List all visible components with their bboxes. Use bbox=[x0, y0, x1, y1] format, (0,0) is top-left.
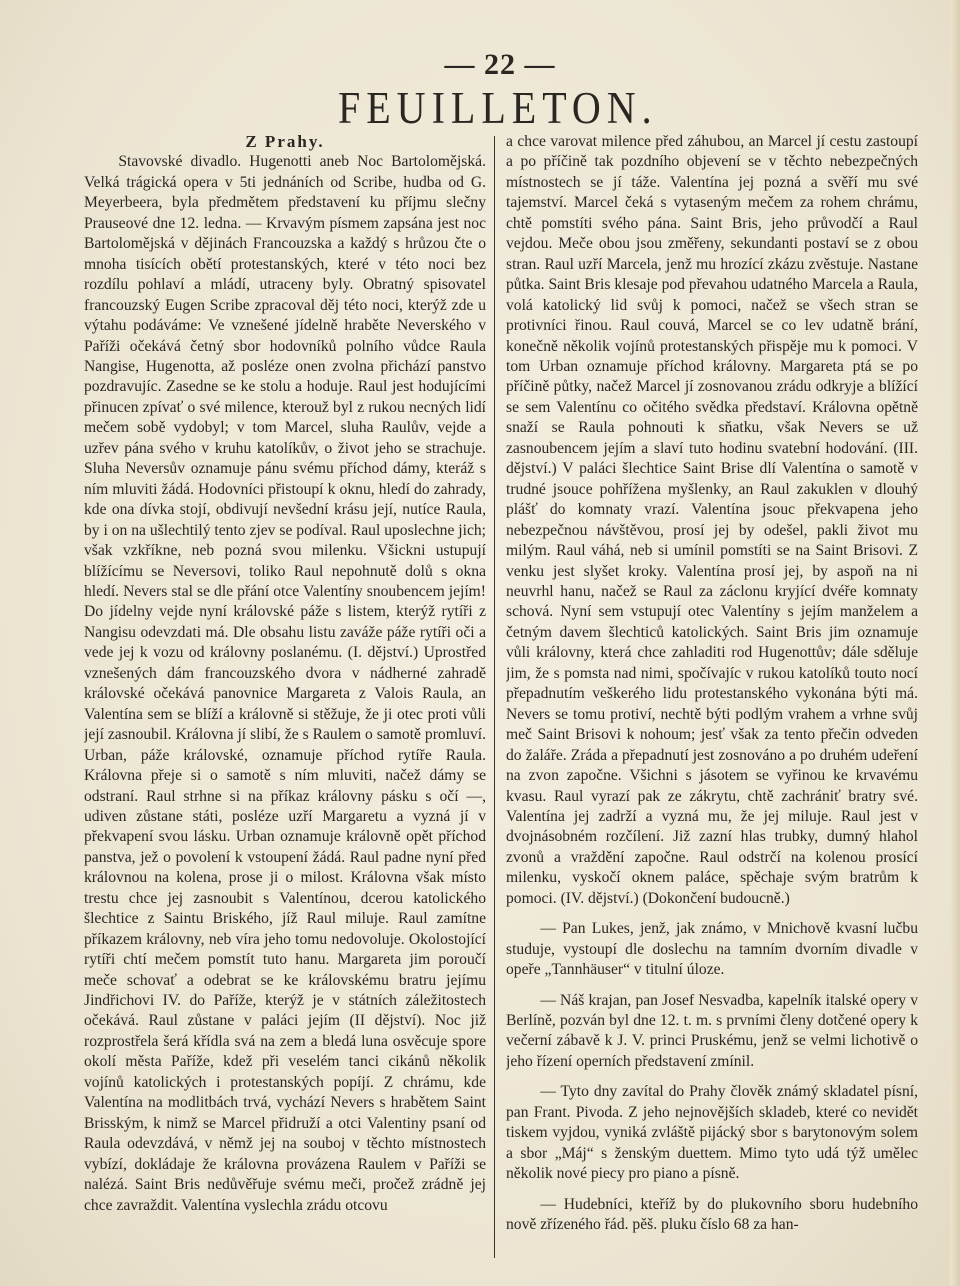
column-divider bbox=[494, 136, 495, 1258]
section-title: FEUILLETON. bbox=[338, 81, 658, 134]
news-item: — Tyto dny zavítal do Prahy člověk známý skladatel písní, pan Frant. Pivoda. Z jeho nejnovějších skladeb, které co nevidět tiskem vyjdou, vyniká zvláště pijácký sbor s barytonovým solem a sbor „Máj“ s ženským duettem. Mimo tyto udá týž umělec několik nové piecy pro piano a písně. bbox=[506, 1083, 918, 1183]
news-item: — Náš krajan, pan Josef Nesvadba, kapelník italské opery v Berlíně, pozván byl dne 12. t. m. s prvními členy dotčené opery k večerní zábavě k J. V. princi Pruskému, jenž se velmi lichotivě o jeho řízení operních představení zmínil. bbox=[506, 991, 918, 1070]
article-continuation: a chce varovat milence před záhubou, an Marcel jí cestu zastoupí a po příčině tak pozdního objevení se v těchto nebezpečných místnostech se jí táže. Valentína jej pozná a svěří mu své tajemství. Marcel čeká s vytaseným mečem za rohem chrámu, chtě pomstíti svého pána. Saint Bris, jeho průvodčí a Raul vejdou. Meče obou jsou změřeny, sekundanti postaví se z obou stran. Raul uzří Marcela, jenž mu hrozící zkázu zvěstuje. Nastane půtka. Saint Bris klesaje pod převahou udatného Marcela a Raula, volá katolický lid svůj k pomoci, načež se všech stran se protivníci řinou. Raul couvá, Marcel se co lev udatně brání, konečně několik vojínů protestanských přispěje mu k pomoci. V tom Urban oznamuje příchod královny. Margareta ptá se po příčině půtky, načež Marcel jí zosnovanou zrádu odkryje a blížící se sem Valentínu co očitého svědka představí. Královna opětně snaží se Raula pohnouti k sňatku, však Nevers se už zasnoubencem jejím a slaví tuto hodinu svatební hodování. (III. dějství.) V paláci šlechtice Saint Brise dlí Valentína o samotě v trudné jsouce pohřížena myšlenky, an Raul zakuklen v dlouhý plášť do komnaty vrazí. Valentína jsouc překvapena jeho nebezpečnou návštěvou, prosí jej by odešel, pakli život mu milým. Raul váhá, neb si umínil pomstíti se na Saint Brisovi. Z venku jest slyšet kroky. Valentína prosí jej, by aspoň na ni neuvrhl hanu, načež se Raul za záclonu kryjící dvéře komnaty schová. Nyní sem vstupují otec Valentíny s jejím manželem a četným davem šlechticů katolických. Saint Bris jim oznamuje vůli královny, která chce zahladiti rod Hugenottův; dále sděluje jim, že s pomsta nad nimi, spočívajíc v rukou katolíků touto nocí přepadnutím veškerého lidu protestanského vykonána býti má. Nevers se tomu protiví, nechtě býti podlým vrahem a vrhne svůj meč Saint Brisovi k nohoum; jesť však za tento přečin odveden do žaláře. Zráda a přepadnutí jest zosnováno a po druhém udeření na zvon započne. Všichni s jásotem se vyřinou ke krvavému kvasu. Raul vyrazí pak ze zákrytu, chtě zachrániť bratry své. Valentína jej zadrží a vyzná mu, že jej miluje. Raul jest v dvojnásobném rozčílení. Již zazní hlas trubky, dumný hlahol zvonů a vraždění započne. Raul odstrčí na kolenou prosící milenku, vyskočí oknem paláce, spěchaje svým bratrům k pomoci. (IV. dějství.) (Dokončení budoucně.) bbox=[506, 133, 918, 907]
left-column bbox=[84, 132, 486, 1268]
page-number: — 22 — bbox=[444, 48, 556, 81]
news-item: — Pan Lukes, jenž, jak známo, v Mnichově kvasní lučbu studuje, vystoupí dle doslechu na tamním dvorním divadle v opeře „Tannhäuser“ v titulní úloze. bbox=[506, 920, 918, 979]
page-edge bbox=[950, 0, 960, 1286]
article-body: Stavovské divadlo. Hugenotti aneb Noc Bartolomějská. Velká trágická opera v 5ti jednáních od Scribe, hudba od G. Meyerbeera, byla předmětem představení ku příjmu slečny Prauseové dne 12. ledna. — Krvavým písmem zapsána jest noc Bartolomějská v dějinách Francouzska a každý s hrůzou čte o mnoha tisících obětí protestanských, které v této noci bez rozdílu pohlaví a mládí, utraceny byly. Obratný spisovatel francouzský Eugen Scribe zpracoval děj této noci, kterýž zde u výtahu podáváme: Ve vznešené jídelně hraběte Neverského v Paříži očekává četný sbor hodovníků polního vůdce Raula Nangise, Hugenotta, až posléze onen zvolna přichází panstvo pozdravujíc. Zasedne se ke stolu a hoduje. Raul jest hodujícími přinucen zpívať o své milence, kterouž byl z rukou necných lidí mečem sobě vydobyl; v tom Marcel, sluha Raulův, vejde a uzřev pána svého v kruhu katolíkův, o život jeho se strachuje. Sluha Neversův oznamuje pánu svému příchod dámy, kteráž s ním mluviti žádá. Hodovníci přistoupí k oknu, hledí do zahrady, kde ona dívka stojí, obdivují nevšední krásu její, nutíce Raula, by i on na ušlechtilý tento zjev se podíval. Raul uposlechne jich; však vzkříkne, neb pozná svou milenku. Všickni ustupují blížícímu se Neversovi, toliko Raul nepohnutě dolů s okna hledí. Nevers stal se dle přání otce Valentíny snoubencem jejím! Do jídelny vejde nyní královské páže s listem, kterýž rytíři z Nangisu odevzdati má. Dle obsahu listu zaváže páže rytíři oči a vede jej k vozu od královny poslanému. (I. dějství.) Uprostřed vznešených dám francouzského dvora v nádherné zahradě královské očekává panovnice Margareta z Valois Raula, an Valentína sem se blíží a královně si stěžuje, že ji otec proti vůli její zasnoubil. Královna jí slibí, že s Raulem o samotě promluví. Urban, páže královské, oznamuje příchod rytíře Raula. Královna přeje si o samotě s ním mluviti, načež dámy se odstraní. Raul strhne si na příkaz královny pásku s očí —, udiven zůstane státi, posléze uzří Margaretu a vyzná jí v překvapení svou lásku. Urban oznamuje královně opět příchod panstva, jež o povolení k vstoupení žádá. Raul padne nyní před královnou na kolena, prose ji o milost. Královna však místo trestu chce jej zasnoubit s Valentínou, dcerou katolického šlechtice z Saintu Briského, jíž Raul miluje. Raul zamítne příkazem královny, neb víra jeho tomu nedovoluje. Okolostojící rytíři chtí mečem pomstít tuto hanu. Margareta jim poroučí meče schovať a odebrat se ke královskému bratru jejímu Jindřichovi IV. do Paříže, kterýž je v státních záležitostech očekává. Raul zůstane v paláci jejím (II dějství). Noc již rozprostřela šerá křídla svá na zem a bledá luna osvěcuje spore okolí města Paříže, kdež při veselém tanci cikánů několik vojínů katolických i protestanských popíjí. Z chrámu, kde Valentína na modlitbách trvá, vychází Nevers s hrabětem Saint Brisským, k nimž se Marcel přidruží a otci Valentiny psaní od Raula odevzdává, v němž jej na souboj v těchto místnostech vybízí, dokládaje že královna provázena Raulem v Paříži se nalézá. Saint Bris nedůvěřuje svému meči, pročež zrádně jej chce zavraždit. Valentína vyslechla zrádu otcovu bbox=[84, 153, 486, 1214]
right-column bbox=[506, 132, 918, 1268]
article-heading: Z Prahy. bbox=[245, 132, 325, 151]
news-item: — Hudebníci, kteříž by do plukovního sboru hudebního nově zřízeného řád. pěš. pluku číslo 68 za han- bbox=[506, 1195, 918, 1234]
